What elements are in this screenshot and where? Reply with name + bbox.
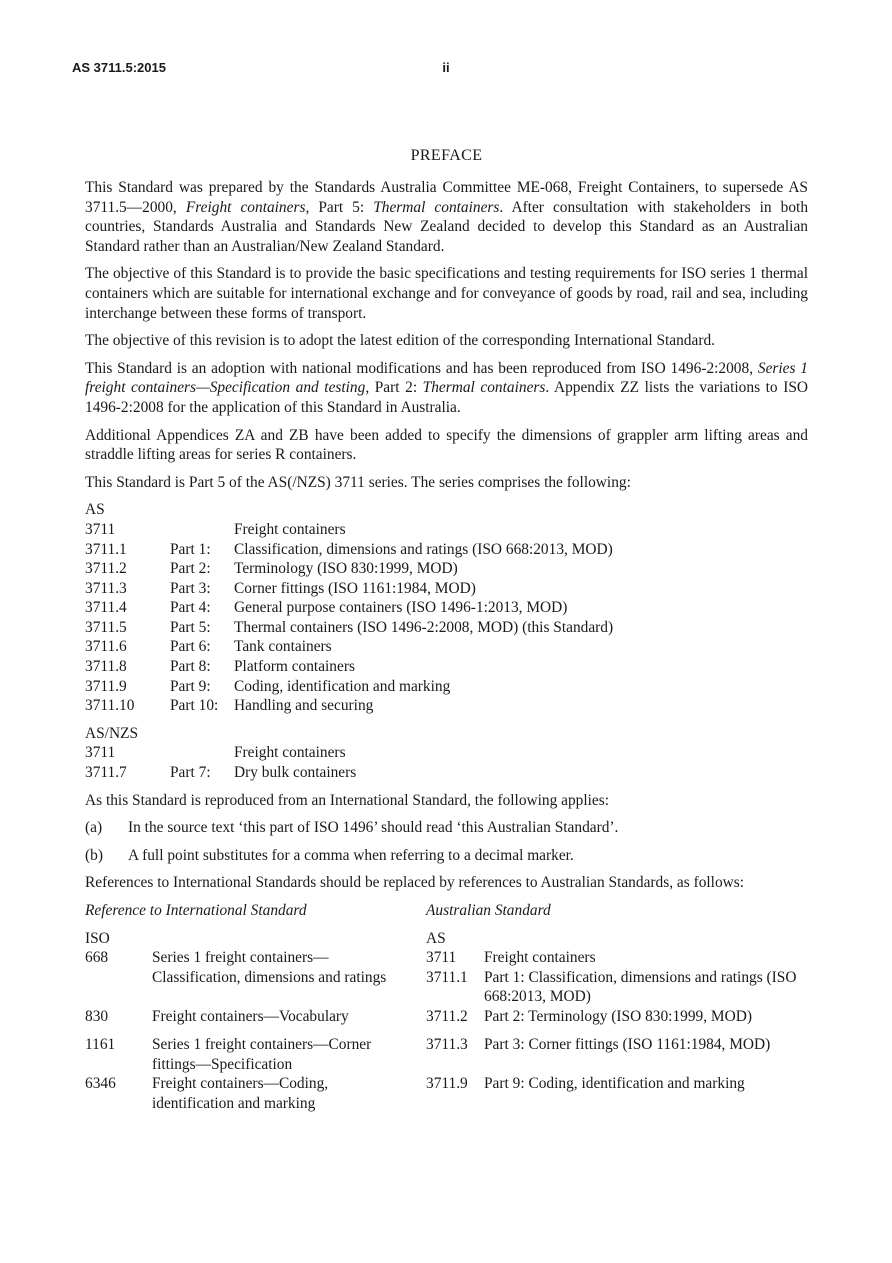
preface-paragraph-5: Additional Appendices ZA and ZB have been added to specify the dimensions of grappler arm lifting areas and straddle lifting areas for series R containers.: [85, 426, 808, 464]
reference-title: Freight containers—Coding, identification and marking: [152, 1075, 329, 1112]
text-run: , Part 5:: [305, 198, 374, 216]
series-part: [170, 743, 234, 763]
reference-row: [85, 1035, 426, 1074]
reference-column-international: [85, 901, 426, 1113]
italic-run: Thermal containers: [422, 379, 546, 397]
series-title: Handling and securing: [234, 697, 374, 715]
list-text: A full point substitutes for a comma when referring to a decimal marker.: [128, 846, 574, 864]
italic-run: Freight containers: [185, 198, 306, 216]
reference-number: 1161: [85, 1036, 116, 1054]
series-row: [85, 618, 808, 638]
preface-paragraph-7: As this Standard is reproduced from an International Standard, the following applies:: [85, 791, 610, 809]
series-row: [85, 559, 808, 579]
series-number: 3711.2: [85, 560, 127, 578]
reference-row: [85, 1007, 426, 1035]
reference-title: Part 9: Coding, identification and marking: [484, 1074, 745, 1092]
reference-number: 3711: [426, 949, 457, 967]
reference-number: 3711.9: [426, 1074, 468, 1092]
series-row: [85, 598, 808, 618]
series-part: Part 6:: [170, 638, 211, 656]
series-row: [85, 520, 808, 540]
series-part: Part 4:: [170, 599, 211, 617]
text-run: . After consultation with stakeholders in both countries, Standards Australia and Standards New Zealand decided to develop this Standard as an Australian Standard rather than an Australian/New Zealand Standard.: [85, 198, 809, 255]
series-part: [170, 520, 234, 540]
series-title: Freight containers: [234, 744, 346, 762]
list-item: [85, 846, 808, 866]
series-part: Part 7:: [170, 764, 211, 782]
series-title: Tank containers: [234, 638, 332, 656]
reference-title: Series 1 freight containers— Classification, dimensions and ratings: [152, 949, 387, 986]
column-header: Reference to International Standard: [85, 902, 307, 919]
list-text: In the source text ‘this part of ISO 1496’ should read ‘this Australian Standard’.: [128, 819, 619, 837]
reference-row: [426, 948, 808, 968]
asnzs-series-list: [85, 724, 808, 783]
reference-number: 3711.3: [426, 1035, 468, 1053]
series-row: [85, 677, 808, 697]
reference-title: Series 1 freight containers—Corner fittings—Specification: [152, 1036, 372, 1073]
series-number: 3711.3: [85, 579, 127, 597]
series-title: Platform containers: [234, 658, 355, 676]
series-number: 3711.6: [85, 638, 127, 656]
italic-run: Series 1 freight containers—Specification and testing: [85, 359, 809, 397]
reference-title: Part 3: Corner fittings (ISO 1161:1984, MOD): [484, 1035, 771, 1053]
preface-paragraph-2: The objective of this Standard is to provide the basic specifications and testing requirements for ISO series 1 thermal containers which are suitable for international exchange and for conveyance of goods by road, rail and sea, including interchange between these forms of transport.: [85, 265, 808, 322]
series-title: Freight containers: [234, 520, 346, 538]
text-run: . Appendix ZZ lists the variations to ISO 1496-2:2008 for the application of this Standard in Australia.: [85, 379, 808, 416]
series-part: Part 5:: [170, 618, 211, 636]
series-part: Part 8:: [170, 658, 211, 676]
text-run: , Part 2:: [365, 379, 423, 397]
preface-paragraph-4: [85, 359, 808, 418]
preface-paragraph-3: The objective of this revision is to adopt the latest edition of the corresponding International Standard.: [85, 332, 716, 350]
series-part: Part 2:: [170, 560, 211, 578]
series-title: Terminology (ISO 830:1999, MOD): [234, 560, 458, 578]
series-part: Part 3:: [170, 579, 211, 597]
column-label: ISO: [85, 929, 110, 947]
reference-column-australian: [426, 901, 808, 1113]
series-number: 3711.8: [85, 658, 127, 676]
series-title: Dry bulk containers: [234, 764, 357, 782]
reference-row: [426, 1035, 808, 1074]
series-row: [85, 763, 808, 783]
as-series-list: [85, 500, 808, 716]
reference-number: 3711.1: [426, 968, 468, 986]
series-title: General purpose containers (ISO 1496-1:2013, MOD): [234, 599, 568, 617]
text-run: This Standard was prepared by the Standards Australia Committee ME-068, Freight Containers, to supersede AS 3711.5—2000,: [85, 179, 808, 216]
reference-number: 3711.2: [426, 1007, 468, 1025]
reference-row: [85, 1074, 426, 1113]
series-number: 3711.7: [85, 764, 127, 782]
series-number: 3711.5: [85, 618, 127, 636]
reference-title: Freight containers: [484, 949, 596, 967]
reference-row: [426, 968, 808, 1007]
series-number: 3711.10: [85, 697, 135, 715]
document-id: AS 3711.5:2015: [72, 60, 166, 75]
list-marker: (a): [85, 819, 103, 837]
page-content: [85, 146, 808, 1113]
reference-title: Freight containers—Vocabulary: [152, 1008, 349, 1026]
series-number: 3711.4: [85, 599, 127, 617]
list-marker: (b): [85, 846, 103, 864]
series-row: [85, 657, 808, 677]
series-row: [85, 637, 808, 657]
series-title: Thermal containers (ISO 1496-2:2008, MOD) (this Standard): [234, 618, 614, 636]
reference-row: [426, 1007, 808, 1035]
series-part: Part 9:: [170, 677, 211, 695]
series-number: 3711.9: [85, 677, 127, 695]
page-number: ii: [442, 60, 450, 75]
series-row: [85, 579, 808, 599]
page-title: PREFACE: [410, 147, 483, 164]
preface-paragraph-6: This Standard is Part 5 of the AS(/NZS) 3711 series. The series comprises the following:: [85, 473, 631, 491]
series-row: [85, 743, 808, 763]
preface-paragraph-1: [85, 178, 808, 256]
column-label: AS: [426, 929, 446, 947]
preface-paragraph-8: References to International Standards should be replaced by references to Australian Standards, as follows:: [85, 874, 745, 892]
list-item: [85, 818, 808, 838]
series-number: 3711: [85, 744, 116, 762]
series-part: Part 1:: [170, 540, 211, 558]
reference-row: [85, 948, 426, 1007]
series-label: AS: [85, 501, 105, 519]
reference-title: Part 1: Classification, dimensions and ratings (ISO 668:2013, MOD): [484, 968, 797, 1006]
series-title: Corner fittings (ISO 1161:1984, MOD): [234, 579, 476, 597]
reference-number: 6346: [85, 1075, 116, 1093]
series-part: Part 10:: [170, 697, 219, 715]
reference-number: 830: [85, 1008, 109, 1026]
series-number: 3711: [85, 520, 116, 538]
series-number: 3711.1: [85, 540, 127, 558]
series-label: AS/NZS: [85, 724, 139, 742]
column-header: Australian Standard: [426, 902, 551, 919]
series-title: Classification, dimensions and ratings (ISO 668:2013, MOD): [234, 540, 613, 558]
text-run: This Standard is an adoption with national modifications and has been reproduced from ISO 1496-2:2008,: [85, 359, 758, 377]
reference-row: [426, 1074, 808, 1094]
series-row: [85, 540, 808, 560]
reference-number: 668: [85, 949, 109, 967]
reference-table: [85, 901, 808, 1113]
series-title: Coding, identification and marking: [234, 677, 451, 695]
italic-run: Thermal containers: [373, 198, 500, 216]
reference-title: Part 2: Terminology (ISO 830:1999, MOD): [484, 1007, 752, 1025]
series-row: [85, 696, 808, 716]
